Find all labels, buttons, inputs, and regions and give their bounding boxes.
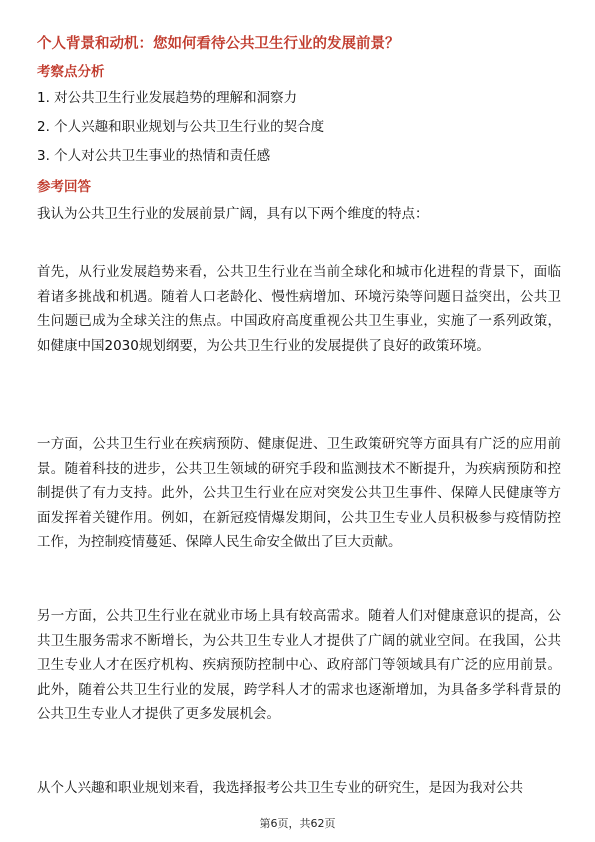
analysis-point: 3. 个人对公共卫生事业的热情和责任感 [37,148,271,164]
answer-paragraph: 一方面，公共卫生行业在疾病预防、健康促进、卫生政策研究等方面具有广泛的应用前景。随着科技的进步，公共卫生领域的研究手段和监测技术不断提升，为疾病预防和控制提供了有力支持。此外，公共卫生行业在应对突发公共卫生事件、保障人民健康等方面发挥着关键作用。例如，在新冠疫情爆发期间，公共卫生专业人员积极参与疫情防控工作，为控制疫情蔓延、保障人民生命安全做出了巨大贡献。 [37,436,561,550]
answer-paragraph: 另一方面，公共卫生行业在就业市场上具有较高需求。随着人们对健康意识的提高，公共卫生服务需求不断增长，为公共卫生专业人才提供了广阔的就业空间。在我国，公共卫生专业人才在医疗机构、疾病预防控制中心、政府部门等领域具有广泛的应用前景。此外，随着公共卫生行业的发展，跨学科人才的需求也逐渐增加，为具备多学科背景的公共卫生专业人才提供了更多发展机会。 [37,608,561,722]
page-footer: 第6页，共62页 [259,817,336,830]
answer-intro: 我认为公共卫生行业的发展前景广阔，具有以下两个维度的特点： [37,206,429,222]
answer-paragraph: 从个人兴趣和职业规划来看，我选择报考公共卫生专业的研究生，是因为我对公共 [37,780,523,796]
analysis-point: 1. 对公共卫生行业发展趋势的理解和洞察力 [37,90,298,106]
analysis-heading: 考察点分析 [37,64,105,80]
answer-paragraph: 首先，从行业发展趋势来看，公共卫生行业在当前全球化和城市化进程的背景下，面临着诸多挑战和机遇。随着人口老龄化、慢性病增加、环境污染等问题日益突出，公共卫生问题已成为全球关注的焦点。中国政府高度重视公共卫生事业，实施了一系列政策，如健康中国2030规划纲要，为公共卫生行业的发展提供了良好的政策环境。 [37,264,561,354]
answer-heading: 参考回答 [37,179,91,195]
analysis-point: 2. 个人兴趣和职业规划与公共卫生行业的契合度 [37,119,325,135]
question-title: 个人背景和动机：您如何看待公共卫生行业的发展前景？ [37,36,400,52]
